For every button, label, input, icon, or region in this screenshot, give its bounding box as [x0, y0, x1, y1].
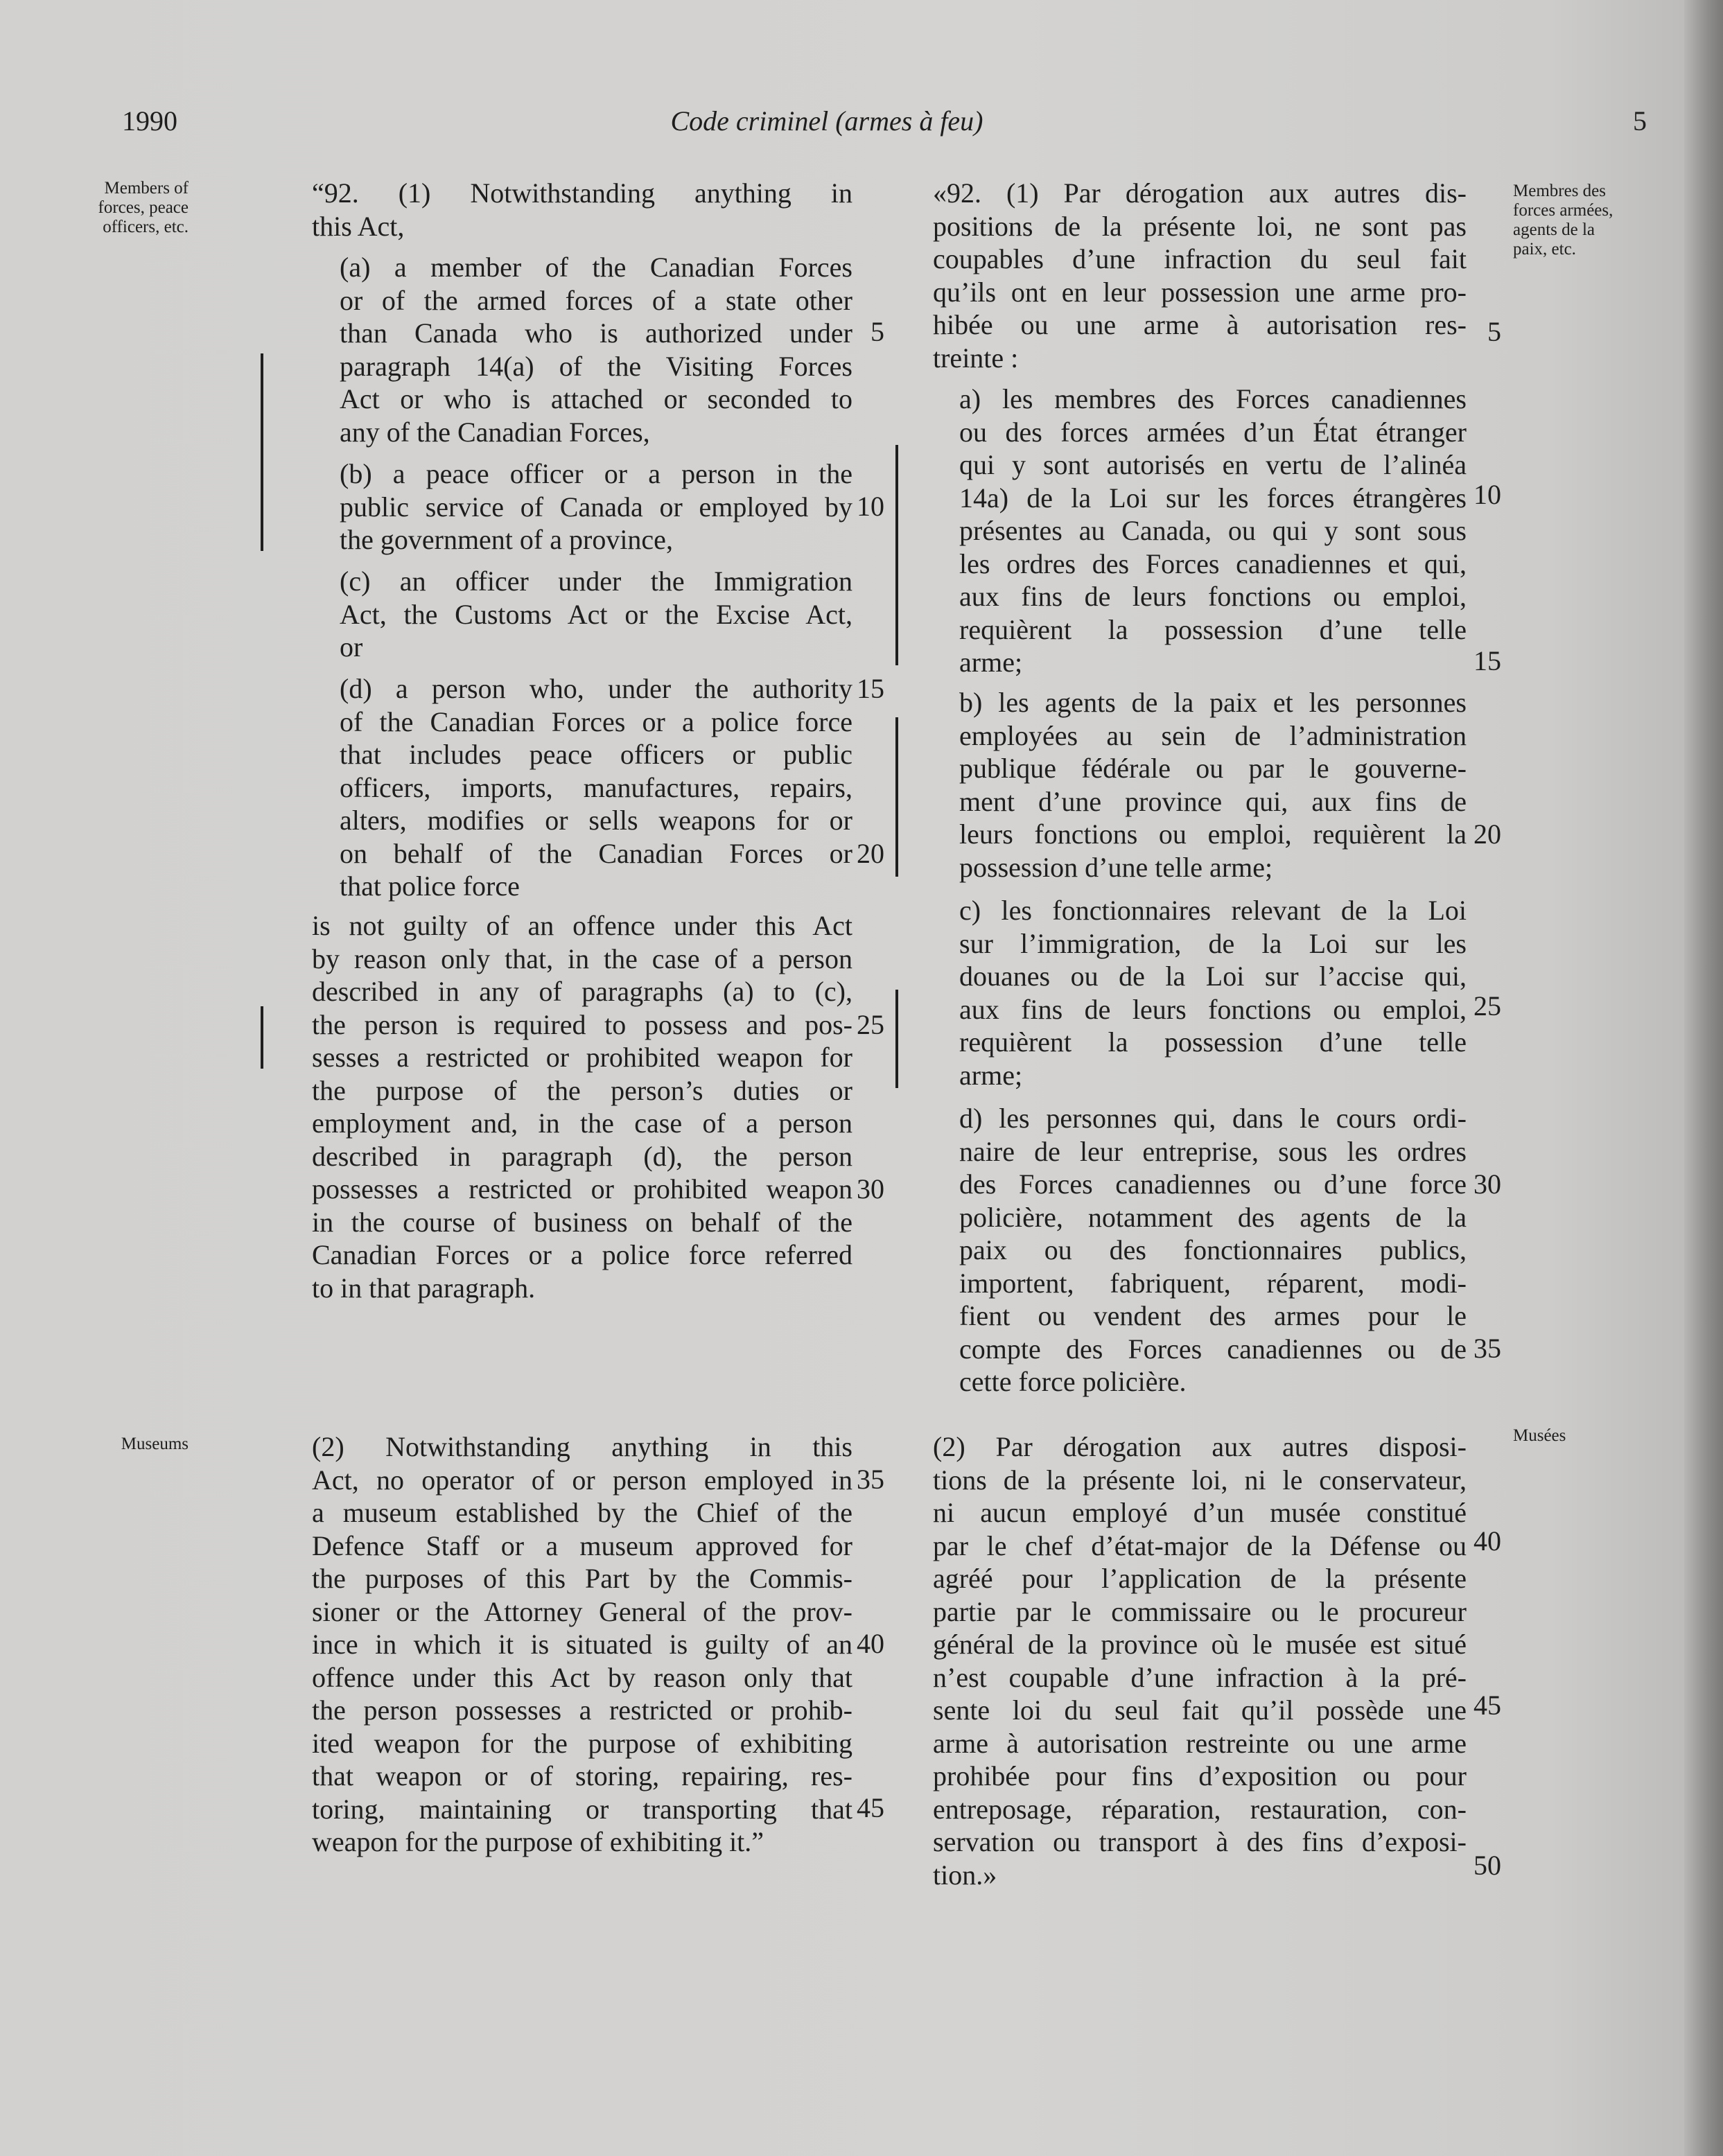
text-line: employées au sein de l’administration — [959, 719, 1467, 751]
text-line: aux fins de leurs fonctions ou emploi, — [959, 993, 1467, 1025]
line-number: 5 — [1487, 316, 1501, 347]
text-line: hibée ou une arme à autorisation res- — [933, 309, 1467, 340]
text-line: the purpose of the person’s duties or — [312, 1074, 852, 1106]
text-line: a museum established by the Chief of the — [312, 1497, 852, 1528]
line-number: 30 — [1473, 1168, 1501, 1200]
text-line: that police force — [340, 870, 520, 902]
english-subsection-2 — [312, 1430, 852, 1859]
text-line: Defence Staff or a museum approved for — [312, 1530, 852, 1561]
text-line: employment and, in the case of a person — [312, 1107, 852, 1139]
text-line: than Canada who is authorized under — [340, 317, 852, 349]
text-line: ince in which it is situated is guilty of an — [312, 1629, 852, 1660]
text-line: offence under this Act by reason only that — [312, 1661, 852, 1693]
text-line: described in any of paragraphs (a) to (c), — [312, 976, 852, 1007]
text-line: tions de la présente loi, ni le conservateur, — [933, 1464, 1467, 1496]
text-line: tion.» — [933, 1859, 997, 1891]
text-line: or — [340, 631, 363, 663]
text-line: officers, imports, manufactures, repairs, — [340, 771, 852, 803]
text-line: Act or who is attached or seconded to — [340, 383, 852, 414]
english-para-b — [340, 457, 852, 556]
line-number: 45 — [1473, 1690, 1501, 1721]
text-line: ment d’une province qui, aux fins de — [959, 785, 1467, 817]
english-para-c — [340, 565, 852, 664]
text-line: partie par le commissaire ou le procureur — [933, 1595, 1467, 1627]
text-line: on behalf of the Canadian Forces or — [340, 837, 852, 869]
text-line: weapon for the purpose of exhibiting it.” — [312, 1826, 764, 1857]
line-number: 40 — [1473, 1525, 1501, 1557]
english-intro — [312, 177, 852, 243]
text-line: toring, maintaining or transporting that — [312, 1793, 852, 1825]
text-line: possesses a restricted or prohibited weapon — [312, 1173, 852, 1204]
text-line: positions de la présente loi, ne sont pas — [933, 210, 1467, 242]
line-number: 35 — [1473, 1333, 1501, 1364]
text-line: that includes peace officers or public — [340, 739, 852, 770]
text-line: présentes au Canada, ou qui y sont sous — [959, 515, 1467, 546]
text-line: entreposage, réparation, restauration, con- — [933, 1793, 1467, 1825]
text-line: (a) a member of the Canadian Forces — [340, 252, 852, 283]
text-line: ni aucun employé d’un musée constitué — [933, 1497, 1467, 1528]
text-line: ou des forces armées d’un État étranger — [959, 416, 1467, 448]
french-para-d — [959, 1102, 1467, 1399]
text-line: sente loi du seul fait qu’il possède une — [933, 1694, 1467, 1726]
text-line: des Forces canadiennes ou d’une force — [959, 1168, 1467, 1200]
text-line: to in that paragraph. — [312, 1272, 536, 1304]
text-line: ited weapon for the purpose of exhibiting — [312, 1727, 852, 1759]
text-line: Act, no operator of or person employed in — [312, 1464, 852, 1496]
text-line: coupables d’une infraction du seul fait — [933, 243, 1467, 274]
change-bar — [261, 353, 263, 551]
text-line: the person is required to possess and pos- — [312, 1008, 852, 1040]
header-year: 1990 — [122, 105, 177, 137]
text-line: is not guilty of an offence under this Act — [312, 910, 852, 941]
line-number: 15 — [857, 673, 884, 704]
text-line: paix ou des fonctionnaires publics, — [959, 1234, 1467, 1265]
text-line: qui y sont autorisés en vertu de l’alinéa — [959, 449, 1467, 480]
text-line: qu’ils ont en leur possession une arme pro- — [933, 276, 1467, 308]
french-para-b — [959, 686, 1467, 884]
text-line: servation ou transport à des fins d’exposi- — [933, 1826, 1467, 1857]
english-para-a — [340, 251, 852, 448]
line-number: 20 — [1473, 818, 1501, 850]
text-line: this Act, — [312, 210, 405, 242]
text-line: (c) an officer under the Immigration — [340, 566, 852, 597]
line-number: 50 — [1473, 1850, 1501, 1881]
text-line: arme à autorisation restreinte ou une arme — [933, 1727, 1467, 1759]
line-number: 25 — [857, 1009, 884, 1040]
text-line: les ordres des Forces canadiennes et qui, — [959, 547, 1467, 579]
english-para-d — [340, 672, 852, 903]
text-line: n’est coupable d’une infraction à la pré- — [933, 1661, 1467, 1693]
text-line: sur l’immigration, de la Loi sur les — [959, 927, 1467, 959]
text-line: described in paragraph (d), the person — [312, 1140, 852, 1172]
line-number: 35 — [857, 1464, 884, 1495]
text-line: public service of Canada or employed by — [340, 491, 852, 523]
line-number: 5 — [871, 316, 884, 347]
margin-note-members-fr: Membres des forces armées, agents de la paix, etc. — [1513, 182, 1613, 258]
text-line: alters, modifies or sells weapons for or — [340, 805, 852, 836]
text-line: (b) a peace officer or a person in the — [340, 458, 852, 489]
text-line: or of the armed forces of a state other — [340, 284, 852, 316]
line-number: 20 — [857, 838, 884, 869]
text-line: Act, the Customs Act or the Excise Act, — [340, 598, 852, 630]
text-line: cette force policière. — [959, 1366, 1187, 1397]
text-line: douanes ou de la Loi sur l’accise qui, — [959, 961, 1467, 992]
french-para-c — [959, 894, 1467, 1092]
text-line: par le chef d’état-major de la Défense ou — [933, 1530, 1467, 1561]
text-line: «92. (1) Par dérogation aux autres dis- — [933, 177, 1467, 209]
text-line: the government of a province, — [340, 524, 673, 555]
line-number: 40 — [857, 1628, 884, 1659]
margin-note-museums-en: Museums — [121, 1435, 189, 1453]
text-line: policière, notamment des agents de la — [959, 1201, 1467, 1233]
text-line: Canadian Forces or a police force referred — [312, 1239, 852, 1270]
text-line: importent, fabriquent, réparent, modi- — [959, 1267, 1467, 1299]
text-line: “92. (1) Notwithstanding anything in — [312, 177, 852, 209]
text-line: a) les membres des Forces canadiennes — [959, 383, 1467, 414]
text-line: publique fédérale ou par le gouverne- — [959, 753, 1467, 784]
text-line: (2) Par dérogation aux autres disposi- — [933, 1431, 1467, 1462]
text-line: (d) a person who, under the authority — [340, 673, 852, 704]
text-line: fient ou vendent des armes pour le — [959, 1300, 1467, 1331]
text-line: any of the Canadian Forces, — [340, 416, 650, 448]
french-subsection-1 — [933, 177, 1467, 374]
text-line: of the Canadian Forces or a police force — [340, 705, 852, 737]
text-line: compte des Forces canadiennes ou de — [959, 1333, 1467, 1365]
line-number: 10 — [857, 491, 884, 522]
text-line: by reason only that, in the case of a person — [312, 943, 852, 974]
text-line: sesses a restricted or prohibited weapon for — [312, 1042, 852, 1073]
text-line: requièrent la possession d’une telle — [959, 1026, 1467, 1058]
text-line: agréé pour l’application de la présente — [933, 1563, 1467, 1594]
text-line: in the course of business on behalf of the — [312, 1206, 852, 1238]
text-line: sioner or the Attorney General of the prov- — [312, 1595, 852, 1627]
text-line: c) les fonctionnaires relevant de la Loi — [959, 895, 1467, 926]
text-line: leurs fonctions ou emploi, requièrent la — [959, 818, 1467, 850]
change-bar — [261, 1006, 263, 1069]
text-line: paragraph 14(a) of the Visiting Forces — [340, 350, 852, 382]
change-bar — [895, 445, 898, 665]
margin-note-members-en: Members of forces, peace officers, etc. — [98, 179, 189, 236]
text-line: arme; — [959, 1059, 1023, 1091]
text-line: naire de leur entreprise, sous les ordres — [959, 1135, 1467, 1167]
page-edge — [1684, 0, 1723, 2156]
line-number: 10 — [1473, 479, 1501, 510]
header-title: Code criminel (armes à feu) — [670, 105, 983, 137]
english-closing — [312, 909, 852, 1304]
text-line: possession d’une telle arme; — [959, 851, 1273, 883]
text-line: b) les agents de la paix et les personnes — [959, 687, 1467, 718]
change-bar — [895, 990, 898, 1088]
text-line: the purposes of this Part by the Commis- — [312, 1563, 852, 1594]
text-line: d) les personnes qui, dans le cours ordi- — [959, 1103, 1467, 1134]
text-line: général de la province où le musée est situé — [933, 1629, 1467, 1660]
text-line: the person possesses a restricted or prohib- — [312, 1694, 852, 1726]
text-line: (2) Notwithstanding anything in this — [312, 1431, 852, 1462]
line-number: 30 — [857, 1173, 884, 1204]
margin-note-museums-fr: Musées — [1513, 1426, 1566, 1445]
text-line: requièrent la possession d’une telle — [959, 613, 1467, 645]
change-bar — [895, 717, 898, 877]
text-line: 14a) de la Loi sur les forces étrangères — [959, 482, 1467, 514]
text-line: arme; — [959, 647, 1023, 678]
french-subsection-2 — [933, 1430, 1467, 1891]
text-line: treinte : — [933, 342, 1019, 374]
line-number: 25 — [1473, 990, 1501, 1022]
text-line: prohibée pour fins d’exposition ou pour — [933, 1760, 1467, 1791]
page-number: 5 — [1633, 105, 1647, 137]
line-number: 15 — [1473, 645, 1501, 676]
text-line: aux fins de leurs fonctions ou emploi, — [959, 581, 1467, 612]
line-number: 45 — [857, 1792, 884, 1823]
english-subsection-1 — [312, 177, 852, 243]
text-line: that weapon or of storing, repairing, res- — [312, 1760, 852, 1791]
french-para-a — [959, 383, 1467, 679]
